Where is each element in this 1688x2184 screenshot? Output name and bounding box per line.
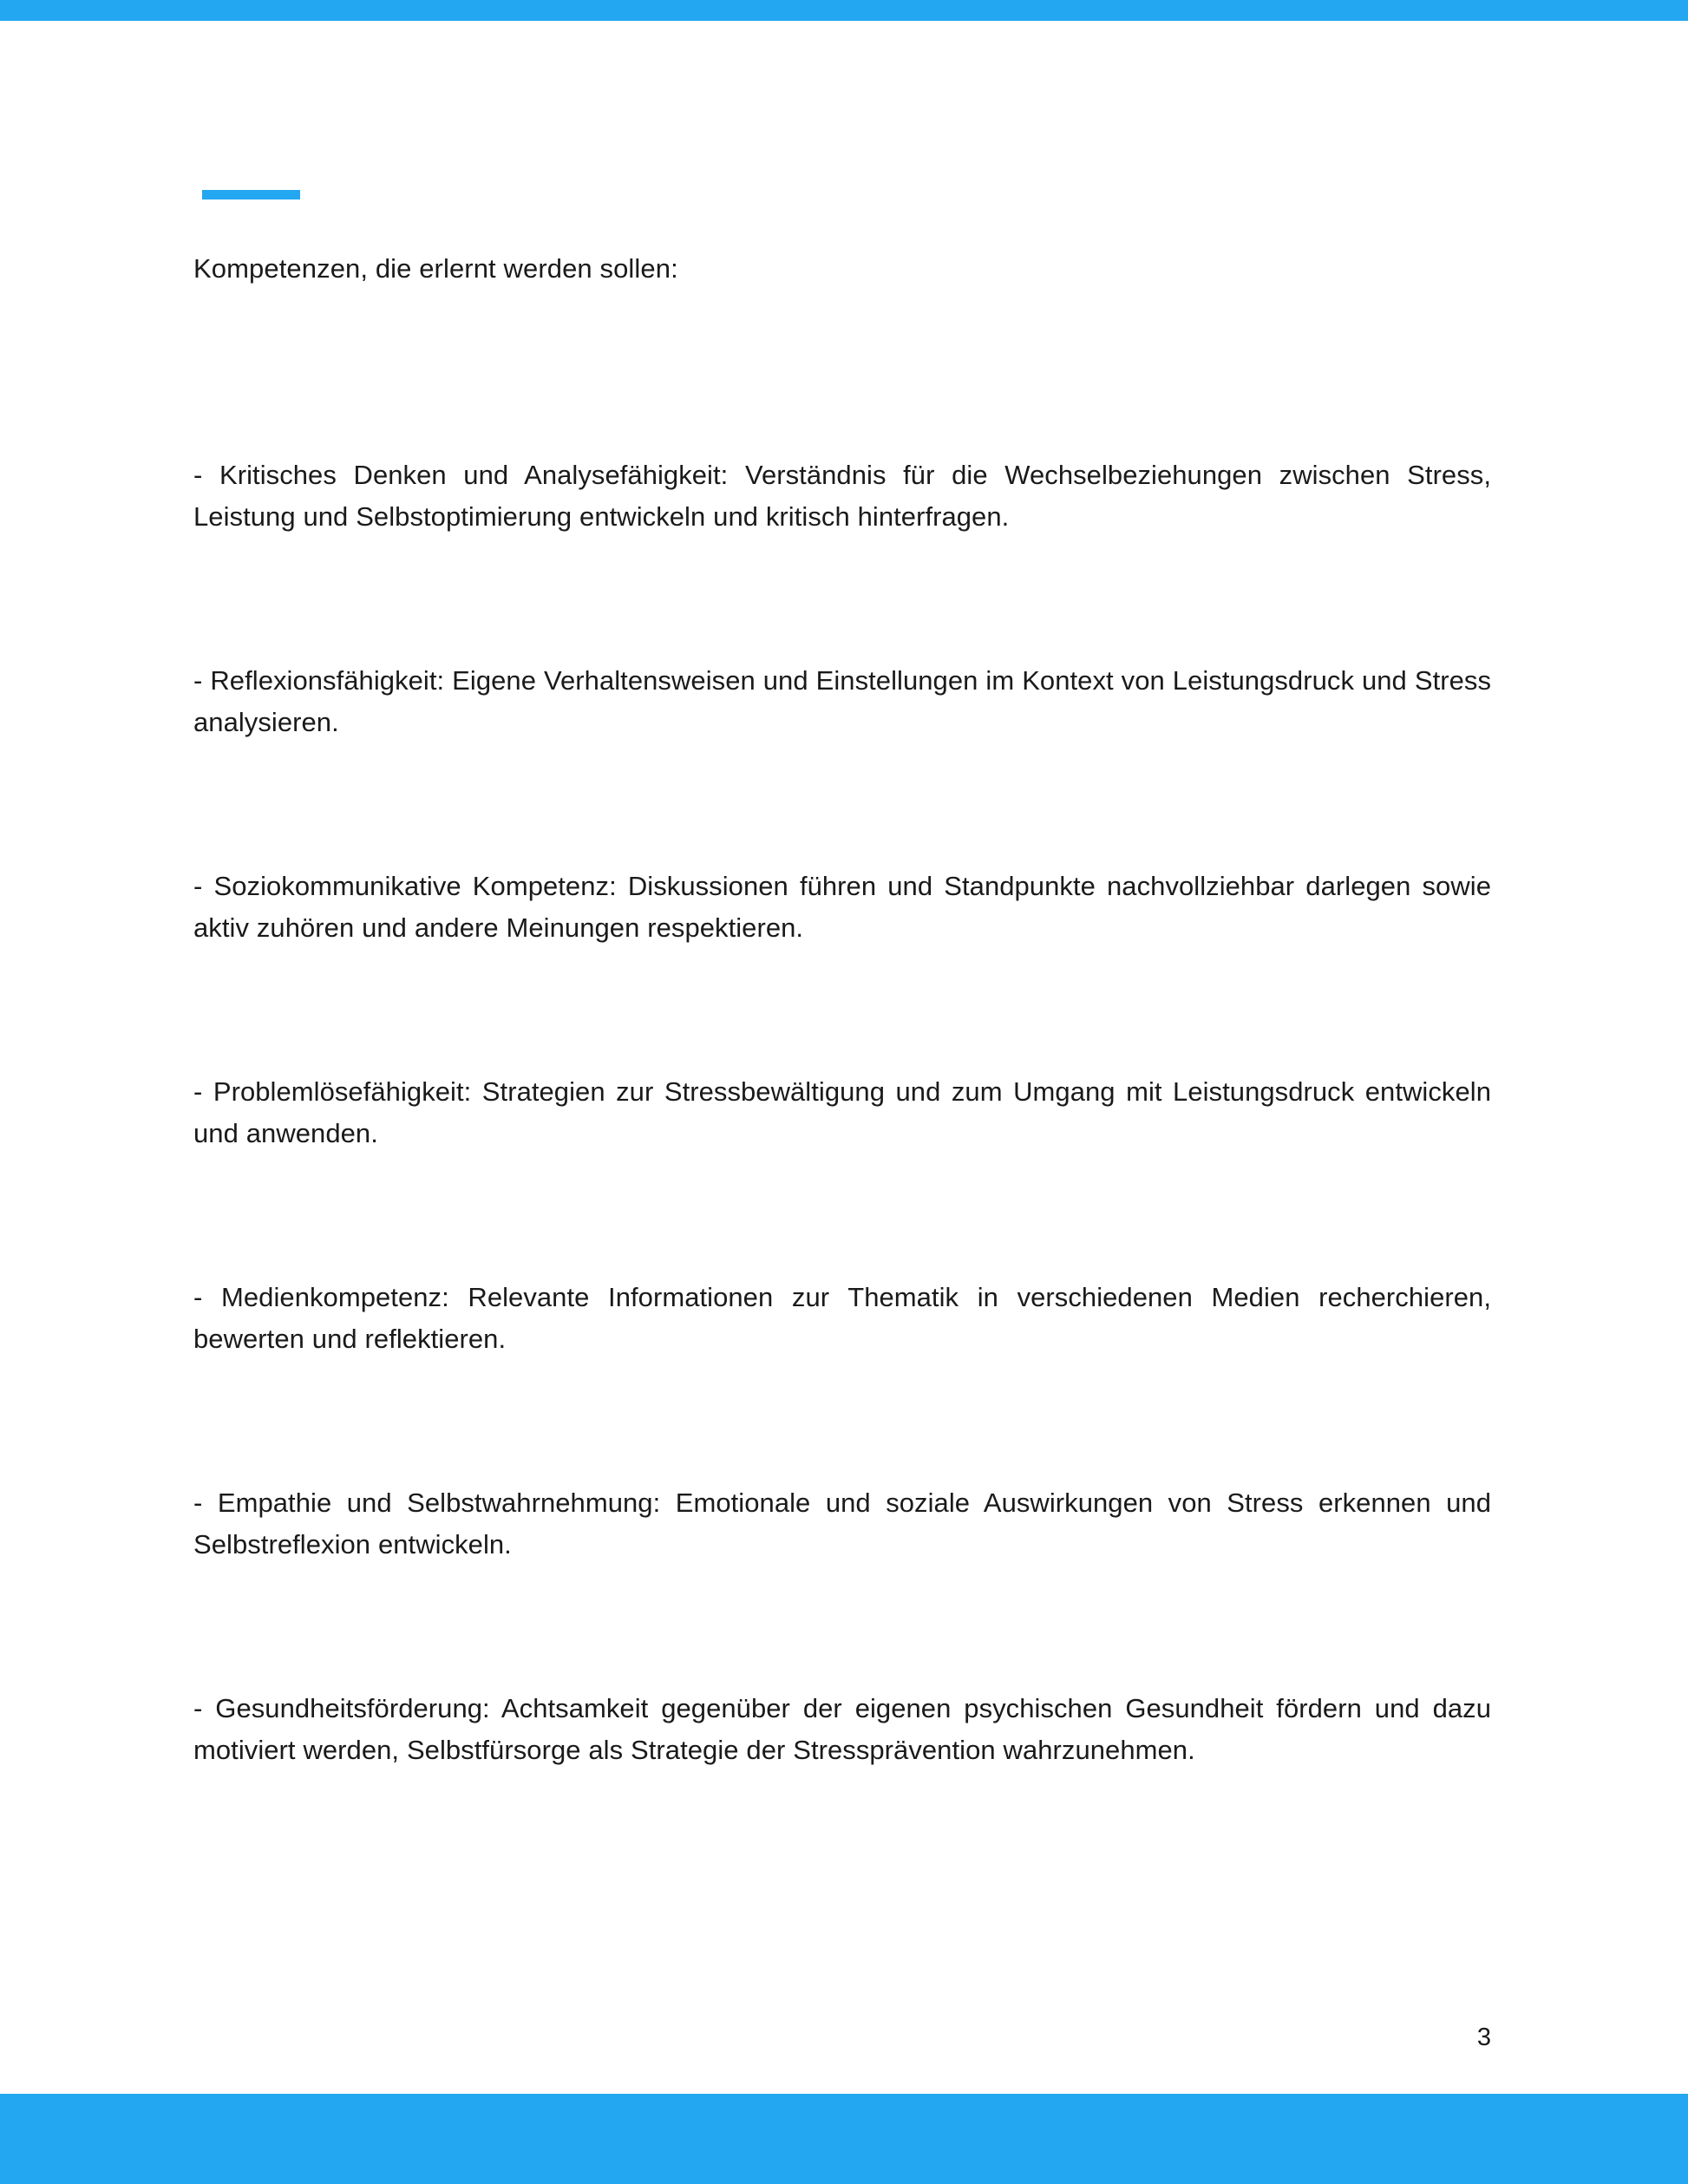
- page-number: 3: [1476, 2024, 1491, 2051]
- competency-item-reflexionsfaehigkeit: - Reflexionsfähigkeit: Eigene Verhaltensweisen und Einstellungen im Kontext von Leistungsdruck und Stress analysieren.: [193, 665, 1491, 737]
- competency-item-empathie-selbstwahrnehmung: - Empathie und Selbstwahrnehmung: Emotionale und soziale Auswirkungen von Stress erkennen und Selbstreflexion entwickeln.: [193, 1488, 1491, 1560]
- competency-item-gesundheitsfoerderung: - Gesundheitsförderung: Achtsamkeit gegenüber der eigenen psychischen Gesundheit fördern und dazu motiviert werden, Selbstfürsorge als Strategie der Stressprävention wahrzunehmen.: [193, 1693, 1491, 1765]
- document-content: [193, 248, 1491, 1771]
- competency-list: [193, 454, 1491, 1771]
- competency-item-soziokommunikative-kompetenz: - Soziokommunikative Kompetenz: Diskussionen führen und Standpunkte nachvollziehbar darlegen sowie aktiv zuhören und andere Meinungen respektieren.: [193, 871, 1491, 943]
- bottom-accent-bar: [0, 2094, 1688, 2184]
- competency-item-medienkompetenz: - Medienkompetenz: Relevante Informationen zur Thematik in verschiedenen Medien recherchieren, bewerten und reflektieren.: [193, 1282, 1491, 1354]
- page-title: Kompetenzen, die erlernt werden sollen:: [193, 253, 678, 284]
- top-accent-bar: [0, 0, 1688, 21]
- competency-item-kritisches-denken: - Kritisches Denken und Analysefähigkeit: Verständnis für die Wechselbeziehungen zwischen Stress, Leistung und Selbstoptimierung entwickeln und kritisch hinterfragen.: [193, 460, 1491, 532]
- heading-accent-rule: [202, 190, 300, 199]
- competency-item-problemloesefaehigkeit: - Problemlösefähigkeit: Strategien zur Stressbewältigung und zum Umgang mit Leistungsdruck entwickeln und anwenden.: [193, 1076, 1491, 1148]
